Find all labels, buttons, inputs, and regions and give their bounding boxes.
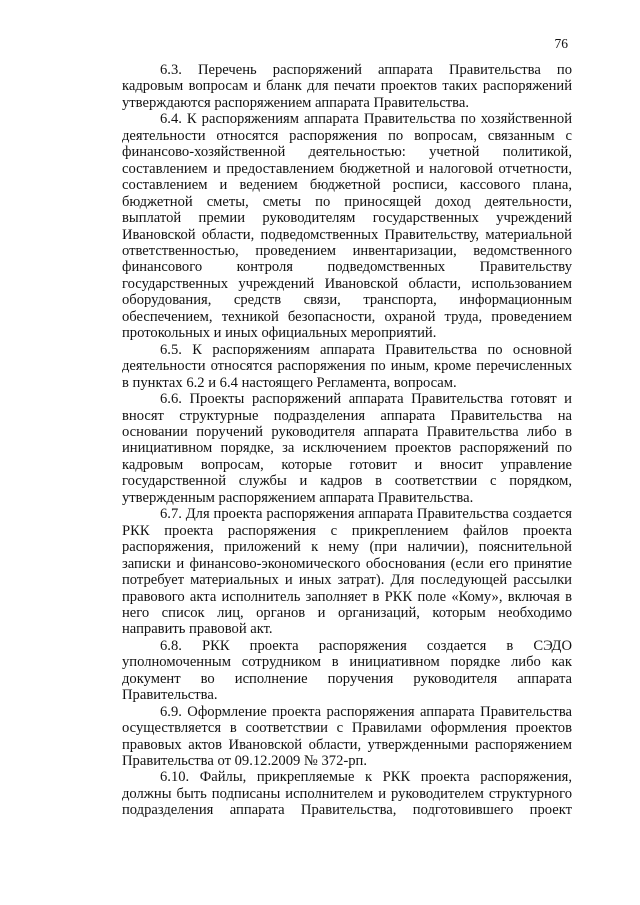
paragraph-6-10: 6.10. Файлы, прикрепляемые к РКК проекта распоряжения, должны быть подписаны исполнителем и руководителем структурного подразделения аппарата Правительства, подготовившего проект — [122, 769, 572, 819]
document-body — [122, 62, 572, 819]
paragraph-6-5: 6.5. К распоряжениям аппарата Правительства по основной деятельности относятся распоряжения по иным, кроме перечисленных в пунктах 6.2 и 6.4 настоящего Регламента, вопросам. — [122, 341, 572, 391]
paragraph-6-3: 6.3. Перечень распоряжений аппарата Правительства по кадровым вопросам и бланк для печати проектов таких распоряжений утверждаются распоряжением аппарата Правительства. — [122, 62, 572, 111]
paragraph-6-6: 6.6. Проекты распоряжений аппарата Правительства готовят и вносят структурные подразделения аппарата Правительства на основании поручений руководителя аппарата Правительства либо в инициативном порядке, за исключением проектов распоряжений по кадровым вопросам, которые готовит и вносит управление государственной службы и кадров в соответствии с порядком, утвержденным распоряжением аппарата Правительства. — [122, 391, 572, 506]
paragraph-6-9: 6.9. Оформление проекта распоряжения аппарата Правительства осуществляется в соответствии с Правилами оформления проектов правовых актов Ивановской области, утвержденными распоряжением Правительства от 09.12.2009 № 372-рп. — [122, 703, 572, 770]
page-number: 76 — [554, 36, 568, 51]
paragraph-6-7: 6.7. Для проекта распоряжения аппарата Правительства создается РКК проекта распоряжения с прикреплением файлов проекта распоряжения, приложений к нему (при наличии), пояснительной записки и финансово-экономического обоснования (если его принятие потребует материальных и иных затрат). Для последующей рассылки правового акта исполнитель заполняет в РКК поле «Кому», включая в него список лиц, органов и организаций, которым необходимо направить правовой акт. — [122, 506, 572, 638]
paragraph-6-8: 6.8. РКК проекта распоряжения создается в СЭДО уполномоченным сотрудником в инициативном порядке либо как документ во исполнение поручения руководителя аппарата Правительства. — [122, 637, 572, 704]
paragraph-6-4: 6.4. К распоряжениям аппарата Правительства по хозяйственной деятельности относятся распоряжения по вопросам, связанным с финансово-хозяйственной деятельностью: учетной политикой, составлением и предоставлением бюджетной и налоговой отчетности, составлением и ведением бюджетной росписи, кассового плана, бюджетной сметы, сметы по приносящей доход деятельности, выплатой премии руководителям государственных учреждений Ивановской области, подведомственных Правительству, материальной ответственностью, проведением инвентаризации, ведомственного финансового контроля подведомственных Правительству государственных учреждений Ивановской области, использованием оборудования, средств связи, транспорта, информационным обеспечением, техникой безопасности, охраной труда, проведением протокольных и иных официальных мероприятий. — [122, 111, 572, 342]
